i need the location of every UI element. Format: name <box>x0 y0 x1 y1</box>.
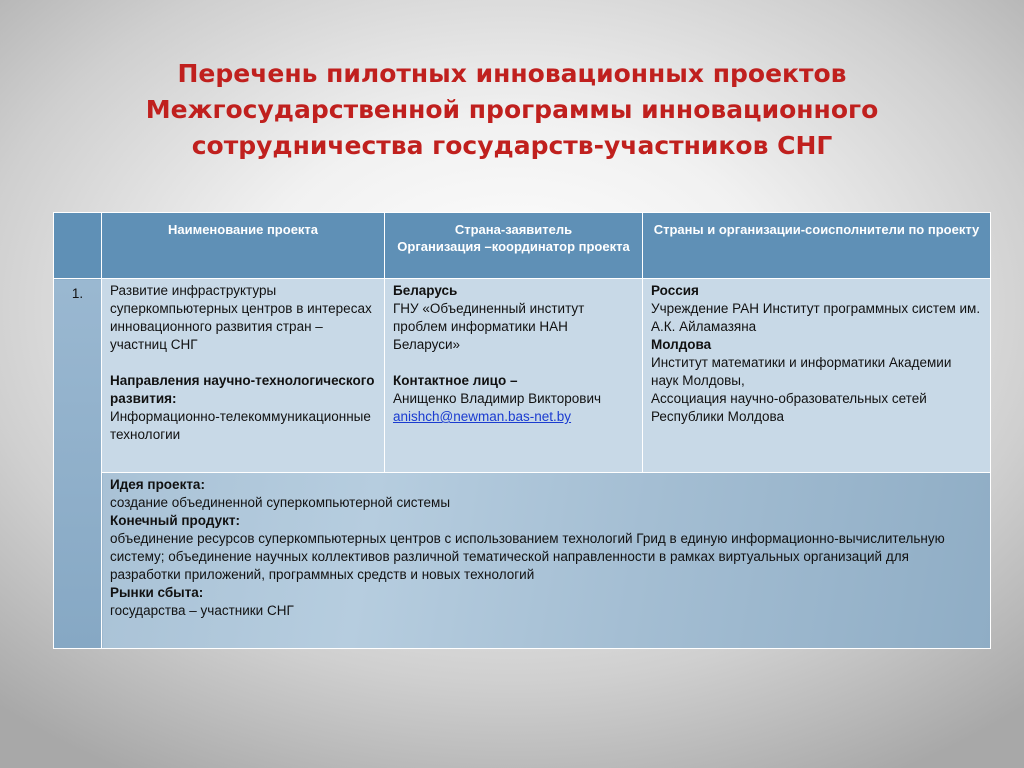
header-applicant-line-2: Организация –координатор проекта <box>397 239 630 254</box>
title-line-2: Межгосударственной программы инновационного <box>145 95 879 124</box>
slide-title <box>60 56 964 164</box>
table-header-row <box>54 213 991 279</box>
table-row <box>54 279 991 473</box>
product-label: Конечный продукт: <box>110 513 240 528</box>
project-name-cell <box>102 279 385 473</box>
partner-russia-country: Россия <box>651 283 699 298</box>
applicant-org: ГНУ «Объединенный институт проблем информатики НАН Беларуси» <box>393 301 585 352</box>
idea-text: создание объединенной суперкомпьютерной системы <box>110 495 451 510</box>
title-line-1: Перечень пилотных инновационных проектов <box>177 59 847 88</box>
table-row-details <box>54 473 991 649</box>
partner-moldova-country: Молдова <box>651 337 712 352</box>
partner-russia-org: Учреждение РАН Институт программных систем им. А.К. Айламазяна <box>651 301 981 334</box>
header-applicant <box>385 213 643 279</box>
product-text: объединение ресурсов суперкомпьютерных центров с использованием технологий Грид в единую информационно-вычислительную систему; объединение научных коллективов различной тематической направленности в рамках виртуальных организаций для разработки приложений, программных средств и новых технологий <box>110 531 945 582</box>
title-line-3: сотрудничества государств-участников СНГ <box>191 131 833 160</box>
idea-label: Идея проекта: <box>110 477 205 492</box>
partner-moldova-org-1: Институт математики и информатики Академии наук Молдовы, <box>651 355 952 388</box>
directions-label: Направления научно-технологического развития: <box>110 373 375 406</box>
project-name-text: Развитие инфраструктуры суперкомпьютерных центров в интересах инновационного развития стран – участниц СНГ <box>110 283 372 352</box>
contact-label: Контактное лицо – <box>393 373 518 388</box>
markets-text: государства – участники СНГ <box>110 603 294 618</box>
header-partners: Страны и организации-соисполнители по проекту <box>643 213 991 279</box>
header-number <box>54 213 102 279</box>
partners-cell <box>643 279 991 473</box>
partner-moldova-org-2: Ассоциация научно-образовательных сетей Республики Молдова <box>651 391 927 424</box>
markets-label: Рынки сбыта: <box>110 585 204 600</box>
project-details-cell <box>102 473 991 649</box>
row-number: 1. <box>54 279 102 649</box>
projects-table <box>53 212 991 649</box>
applicant-country: Беларусь <box>393 283 458 298</box>
contact-name: Анищенко Владимир Викторович <box>393 391 602 406</box>
header-applicant-line-1: Страна-заявитель <box>454 222 573 237</box>
header-project-name: Наименование проекта <box>102 213 385 279</box>
directions-text: Информационно-телекоммуникационные технологии <box>110 409 371 442</box>
applicant-cell <box>385 279 643 473</box>
contact-email-link[interactable]: anishch@newman.bas-net.by <box>393 409 572 424</box>
